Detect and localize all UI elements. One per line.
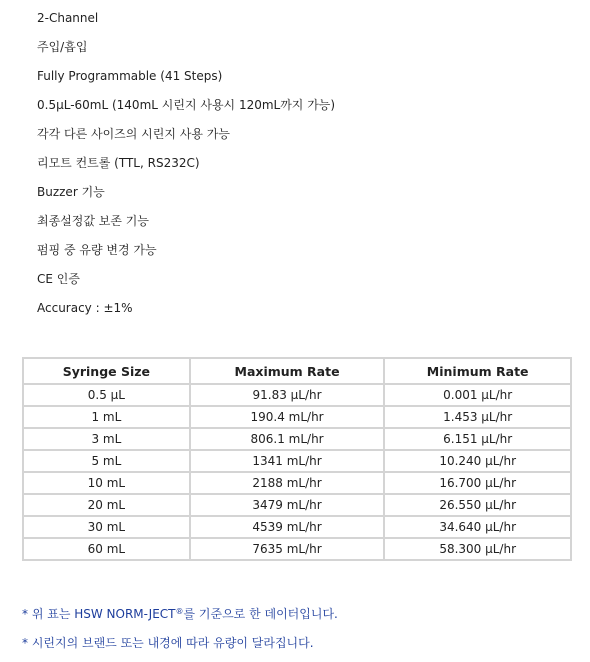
cell-minimum-rate: 6.151 μL/hr: [384, 428, 571, 450]
footnote-text-start: * 위 표는 HSW NORM-JECT: [22, 607, 176, 621]
cell-syringe-size: 60 mL: [23, 538, 190, 560]
footnote-text-end: 를 기준으로 한 데이터입니다.: [183, 607, 338, 621]
cell-minimum-rate: 1.453 μL/hr: [384, 406, 571, 428]
cell-maximum-rate: 2188 mL/hr: [190, 472, 385, 494]
cell-maximum-rate: 91.83 μL/hr: [190, 384, 385, 406]
feature-item-volume-range: 0.5μL-60mL (140mL 시린지 사용시 120mL까지 가능): [37, 98, 336, 112]
feature-item-infuse-withdraw: 주입/흡입: [37, 40, 88, 54]
cell-minimum-rate: 10.240 μL/hr: [384, 450, 571, 472]
feature-item-ce: CE 인증: [37, 272, 80, 286]
cell-syringe-size: 1 mL: [23, 406, 190, 428]
cell-maximum-rate: 190.4 mL/hr: [190, 406, 385, 428]
feature-item-channels: 2-Channel: [37, 11, 99, 25]
cell-minimum-rate: 58.300 μL/hr: [384, 538, 571, 560]
feature-item-remote-control: 리모트 컨트롤 (TTL, RS232C): [37, 156, 200, 170]
table-row: [23, 494, 571, 516]
cell-maximum-rate: 1341 mL/hr: [190, 450, 385, 472]
feature-item-memory: 최종설정값 보존 기능: [37, 214, 149, 228]
cell-syringe-size: 5 mL: [23, 450, 190, 472]
flow-rate-table: [22, 357, 572, 561]
feature-item-mixed-syringes: 각각 다른 사이즈의 시린지 사용 가능: [37, 127, 230, 141]
registered-mark: ®: [175, 607, 184, 616]
cell-minimum-rate: 34.640 μL/hr: [384, 516, 571, 538]
cell-maximum-rate: 3479 mL/hr: [190, 494, 385, 516]
footnote-brand-variation: * 시린지의 브랜드 또는 내경에 따라 유량이 달라집니다.: [22, 636, 314, 650]
table-row: [23, 516, 571, 538]
cell-minimum-rate: 0.001 μL/hr: [384, 384, 571, 406]
cell-maximum-rate: 806.1 mL/hr: [190, 428, 385, 450]
feature-item-buzzer: Buzzer 기능: [37, 185, 105, 199]
table-row: [23, 428, 571, 450]
cell-syringe-size: 20 mL: [23, 494, 190, 516]
header-maximum-rate: Maximum Rate: [190, 358, 385, 384]
cell-syringe-size: 30 mL: [23, 516, 190, 538]
table-row: [23, 538, 571, 560]
feature-item-programmable: Fully Programmable (41 Steps): [37, 69, 223, 83]
feature-item-accuracy: Accuracy : ±1%: [37, 301, 133, 315]
cell-minimum-rate: 26.550 μL/hr: [384, 494, 571, 516]
cell-syringe-size: 0.5 μL: [23, 384, 190, 406]
cell-syringe-size: 3 mL: [23, 428, 190, 450]
footnote-data-basis: [22, 604, 582, 633]
table-header-row: [23, 358, 571, 384]
footnotes: [22, 604, 582, 662]
table-row: [23, 450, 571, 472]
feature-item-rate-change: 펌핑 중 유량 변경 가능: [37, 243, 157, 257]
feature-list: [37, 8, 577, 327]
cell-syringe-size: 10 mL: [23, 472, 190, 494]
header-minimum-rate: Minimum Rate: [384, 358, 571, 384]
table-row: [23, 472, 571, 494]
cell-maximum-rate: 7635 mL/hr: [190, 538, 385, 560]
cell-maximum-rate: 4539 mL/hr: [190, 516, 385, 538]
cell-minimum-rate: 16.700 μL/hr: [384, 472, 571, 494]
header-syringe-size: Syringe Size: [23, 358, 190, 384]
table-row: [23, 384, 571, 406]
table-row: [23, 406, 571, 428]
